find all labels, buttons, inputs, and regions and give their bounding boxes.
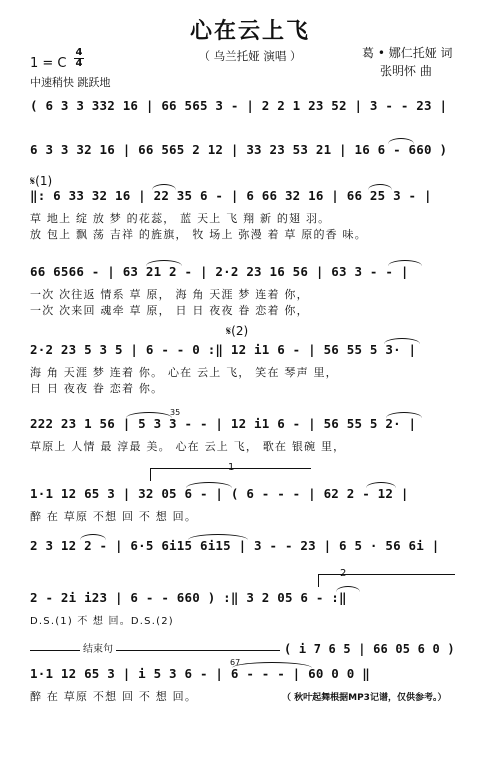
segno-mark: 𝄋(1) — [30, 174, 53, 188]
notation-line: 6 3 3 32 16 | 66 565 2 12 | 33 23 53 21 | 16 6 - 660 ) — [30, 142, 448, 157]
tie-mark — [186, 482, 232, 488]
singer-credit: （ 乌兰托娅 演唱 ） — [198, 49, 302, 63]
tie-mark — [386, 412, 422, 418]
notation-line: 222 23 1 56 | 5 3 3 - - | 12 i1 6 - | 56 55 5 2· | — [30, 416, 417, 431]
grace-note: 67 — [230, 658, 241, 667]
segno-mark-2: 𝄋(2) — [226, 324, 249, 338]
tie-mark — [188, 534, 248, 540]
tie-mark — [146, 260, 182, 266]
tie-mark — [368, 184, 392, 190]
ending-label: 结束句 — [80, 640, 116, 655]
lyric-verse-1: 草 地上 绽 放 梦 的花蕊， 蓝 天上 飞 翔 新 的翅 羽。 — [30, 212, 331, 225]
time-signature-bottom: 4 — [75, 58, 83, 69]
notation-line: 2 - 2i i23 | 6 - - 660 ) :‖ 3 2 05 6 - :‖ — [30, 590, 347, 605]
ending-line — [30, 650, 280, 651]
tie-mark — [384, 338, 420, 344]
lyric-verse-1: 一次 次往返 情系 草 原， 海 角 天涯 梦 连着 你， — [30, 288, 309, 301]
tie-mark — [388, 260, 422, 266]
tie-mark — [336, 586, 360, 592]
lyric-verse-1: 醉 在 草原 不想 回 不 想 回。 — [30, 510, 198, 523]
notation-line: 66 6566 - | 63 21 2 - | 2·2 23 16 56 | 63 3 - - | — [30, 264, 409, 279]
ending-notation: ( i 7 6 5 | 66 05 6 0 ) — [284, 642, 455, 656]
tie-mark — [232, 662, 312, 668]
notation-line: 2·2 23 5 3 5 | 6 - - 0 :‖ 12 i1 6 - | 56 55 5 3· | — [30, 342, 417, 357]
lyric-verse-2: 放 包上 飘 荡 吉祥 的旌旗， 牧 场上 弥漫 着 草 原的香 味。 — [30, 228, 367, 241]
tempo-marking: 中速稍快 跳跃地 — [30, 76, 111, 89]
lyricist-credit: 葛 • 娜仁托娅 词 — [362, 46, 453, 60]
song-title: 心在云上飞 — [189, 19, 310, 44]
lyric-verse-1: D.S.(1) 不 想 回。D.S.(2) — [30, 616, 174, 627]
volta-number-2: 2 — [340, 568, 347, 579]
notation-line: 2 3 12 2 - | 6·5 6i15 6i15 | 3 - - 23 | 6 5 · 56 6i | — [30, 538, 440, 553]
notation-line: 1·1 12 65 3 | 32 05 6 - | ( 6 - - - | 62 2 - 12 | — [30, 486, 409, 501]
lyric-verse-2: 日 日 夜夜 眷 恋着 你。 — [30, 382, 164, 395]
time-signature-top: 4 — [75, 47, 83, 58]
lyric-verse-2: 一次 次来回 魂牵 草 原， 日 日 夜夜 眷 恋着 你， — [30, 304, 309, 317]
composer-credit: 张明怀 曲 — [380, 64, 432, 78]
tie-mark — [388, 138, 414, 144]
notation-line: 1·1 12 65 3 | i 5 3 6 - | 6 - - - | 60 0 0 ‖ — [30, 666, 370, 681]
grace-note: 35 — [170, 408, 181, 417]
lyric-verse-1: 海 角 天涯 梦 连着 你。 心在 云上 飞， 笑在 琴声 里， — [30, 366, 338, 379]
volta-bracket-2 — [318, 574, 455, 587]
tie-mark — [366, 482, 396, 488]
lyric-verse-1: 草原上 人情 最 淳最 美。 心在 云上 飞， 歌在 银碗 里， — [30, 440, 346, 453]
key-signature: 1 = C — [30, 56, 67, 71]
notation-line: ‖: 6 33 32 16 | 22 35 6 - | 6 66 32 16 | 66 25 3 - | — [30, 188, 432, 203]
volta-number-1: 1 — [228, 462, 235, 473]
time-signature — [74, 48, 84, 69]
notation-line: ( 6 3 3 332 16 | 66 565 3 - | 2 2 1 23 52 | 3 - - 23 | — [30, 98, 448, 113]
tie-mark — [126, 412, 172, 418]
lyric-verse-1: 醉 在 草原 不想 回 不 想 回。 — [30, 690, 198, 703]
tie-mark — [80, 534, 106, 540]
tie-mark — [152, 184, 176, 190]
transcription-note: （ 秋叶起舞根据MP3记谱，仅供参考。） — [282, 693, 447, 703]
